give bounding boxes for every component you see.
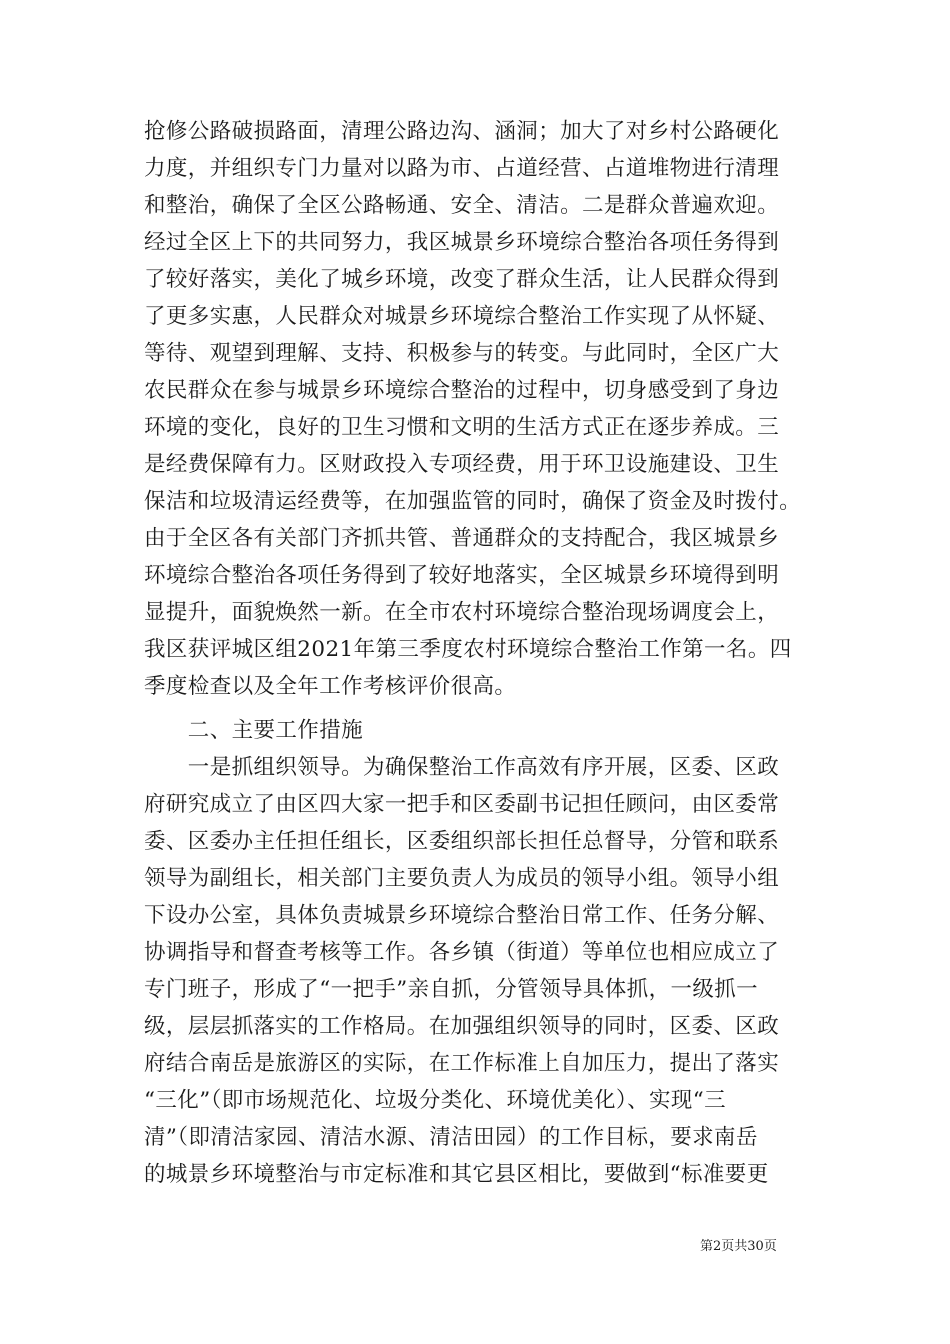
text-line: 清”（即清洁家园、清洁水源、清洁田园）的工作目标，要求南岳 xyxy=(144,1125,758,1150)
text-line: 我区获评城区组2021年第三季度农村环境综合整治工作第一名。四 xyxy=(144,637,792,662)
text-line: 由于全区各有关部门齐抓共管、普通群众的支持配合，我区城景乡 xyxy=(144,526,780,551)
text-line: 季度检查以及全年工作考核评价很高。 xyxy=(144,674,517,699)
text-line: 力度，并组织专门力量对以路为市、占道经营、占道堆物进行清理 xyxy=(144,156,780,181)
text-line: 府结合南岳是旅游区的实际，在工作标准上自加压力，提出了落实 xyxy=(144,1051,780,1076)
text-line: 了较好落实，美化了城乡环境，改变了群众生活，让人民群众得到 xyxy=(144,267,780,292)
text-line: 环境的变化，良好的卫生习惯和文明的生活方式正在逐步养成。三 xyxy=(144,415,780,440)
text-line: 等待、观望到理解、支持、积极参与的转变。与此同时，全区广大 xyxy=(144,341,780,366)
text-line: 一是抓组织领导。为确保整治工作高效有序开展，区委、区政 xyxy=(144,755,780,780)
text-line: 保洁和垃圾清运经费等，在加强监管的同时，确保了资金及时拨付。 xyxy=(144,489,802,514)
text-line: 经过全区上下的共同努力，我区城景乡环境综合整治各项任务得到 xyxy=(144,230,780,255)
text-line: 下设办公室，具体负责城景乡环境综合整治日常工作、任务分解、 xyxy=(144,903,780,928)
text-line: 级，层层抓落实的工作格局。在加强组织领导的同时，区委、区政 xyxy=(144,1014,780,1039)
text-line: 府研究成立了由区四大家一把手和区委副书记担任顾问，由区委常 xyxy=(144,792,780,817)
text-line: 农民群众在参与城景乡环境综合整治的过程中，切身感受到了身边 xyxy=(144,378,780,403)
text-line: 显提升，面貌焕然一新。在全市农村环境综合整治现场调度会上， xyxy=(144,600,780,625)
section-heading: 二、主要工作措施 xyxy=(144,718,364,743)
page-number: 第2页共30页 xyxy=(700,1239,777,1254)
text-line: 的城景乡环境整治与市定标准和其它县区相比，要做到“标准要更 xyxy=(144,1162,769,1187)
text-line: 委、区委办主任担任组长，区委组织部长担任总督导，分管和联系 xyxy=(144,829,780,854)
text-line: 了更多实惠，人民群众对城景乡环境综合整治工作实现了从怀疑、 xyxy=(144,304,780,329)
text-line: 抢修公路破损路面，清理公路边沟、涵洞；加大了对乡村公路硬化 xyxy=(144,119,780,144)
text-line: 专门班子，形成了“一把手”亲自抓，分管领导具体抓，一级抓一 xyxy=(144,977,759,1002)
text-line: 领导为副组长，相关部门主要负责人为成员的领导小组。领导小组 xyxy=(144,866,780,891)
text-line: 和整治，确保了全区公路畅通、安全、清洁。二是群众普遍欢迎。 xyxy=(144,193,780,218)
text-line: 协调指导和督查考核等工作。各乡镇（街道）等单位也相应成立了 xyxy=(144,940,780,965)
text-line: “三化”（即市场规范化、垃圾分类化、环境优美化）、实现“三 xyxy=(144,1088,727,1113)
text-line: 是经费保障有力。区财政投入专项经费，用于环卫设施建设、卫生 xyxy=(144,452,780,477)
text-line: 环境综合整治各项任务得到了较好地落实，全区城景乡环境得到明 xyxy=(144,563,780,588)
